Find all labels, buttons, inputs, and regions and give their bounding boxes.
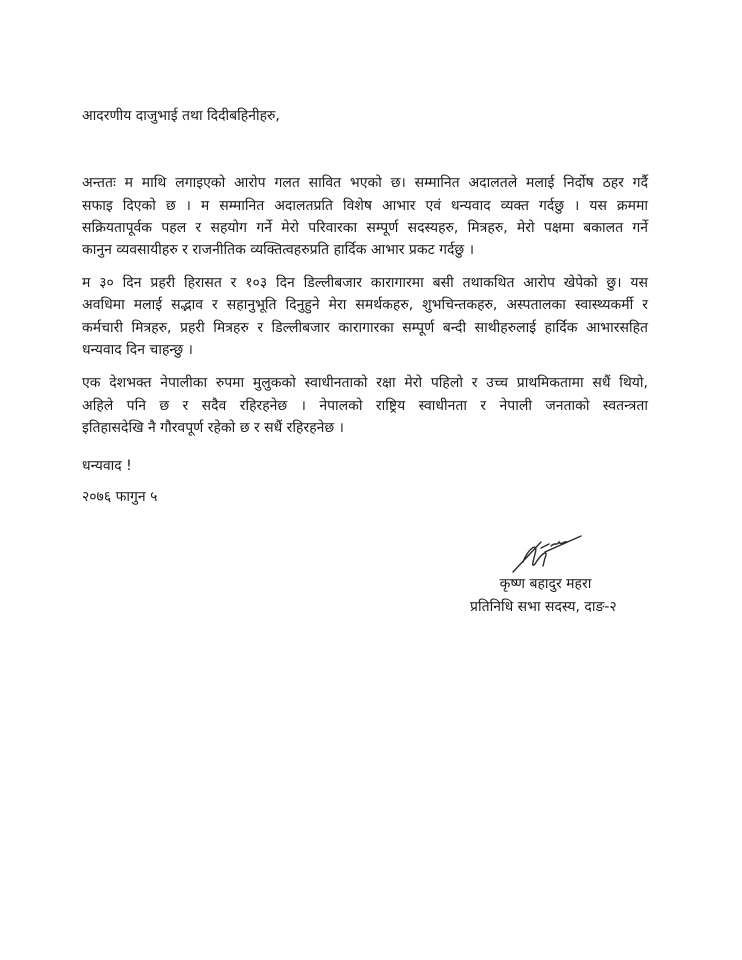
text-line: इतिहासदेखि नै गौरवपूर्ण रहेको छ र सधैं रहिरहनेछ । xyxy=(82,420,344,436)
closing: धन्यवाद ! xyxy=(82,458,132,474)
text-line: सक्रियतापूर्वक पहल र सहयोग गर्ने मेरो परिवारका सम्पूर्ण सदस्यहरु, मित्रहरु, मेरो पक्षमा बकालत गर्ने xyxy=(82,220,648,236)
text-line: अहिले पनि छ र सदैव रहिरहनेछ । नेपालको राष्ट्रिय स्वाधीनता र नेपाली जनताको स्वतन्त्रता xyxy=(82,398,648,414)
salutation: आदरणीय दाजुभाई तथा दिदीबहिनीहरु, xyxy=(82,108,280,124)
text-line: एक देशभक्त नेपालीका रुपमा मुलुकको स्वाधीनताको रक्षा मेरो पहिलो र उच्च प्राथमिकतामा सधैं थियो, xyxy=(82,375,648,391)
text-line: अवधिमा मलाई सद्भाव र सहानुभूति दिनुहुने मेरा समर्थकहरु, शुभचिन्तकहरु, अस्पतालका स्वास्थ्यकर्मी र xyxy=(82,297,648,313)
text-line: म ३० दिन प्रहरी हिरासत र १०३ दिन डिल्लीबजार कारागारमा बसी तथाकथित आरोप खेपेको छु। यस xyxy=(82,275,648,291)
signatory-title: प्रतिनिधि सभा सदस्य, दाङ-२ xyxy=(470,599,617,615)
signature-image xyxy=(505,528,585,578)
signatory-name: कृष्ण बहादुर महरा xyxy=(499,576,592,592)
text-line: धन्यवाद दिन चाहन्छु । xyxy=(82,342,193,358)
text-line: सफाइ दिएको छ । म सम्मानित अदालतप्रति विशेष आभार एवं धन्यवाद व्यक्त गर्दछु । यस क्रममा xyxy=(82,198,648,214)
date: २०७६ फागुन ५ xyxy=(82,489,158,505)
text-line: कर्मचारी मित्रहरु, प्रहरी मित्रहरु र डिल्लीबजार कारागारका सम्पूर्ण बन्दी साथीहरुलाई हार्दिक आभारसहित xyxy=(82,320,648,336)
text-line: अन्ततः म माथि लगाइएको आरोप गलत सावित भएको छ। सम्मानित अदालतले मलाई निर्दोष ठहर गर्दै xyxy=(82,175,648,191)
text-line: कानुन व्यवसायीहरु र राजनीतिक व्यक्तित्वहरुप्रति हार्दिक आभार प्रकट गर्दछु । xyxy=(82,242,474,258)
